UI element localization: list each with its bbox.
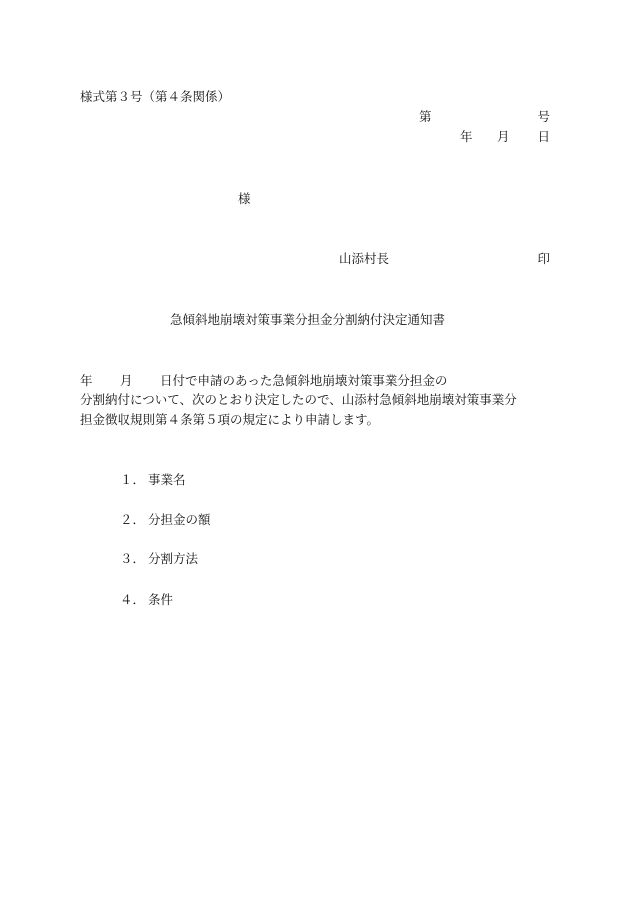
date-year-label: 年 <box>460 129 473 144</box>
number-suffix: 号 <box>537 109 550 124</box>
number-prefix: 第 <box>419 109 432 124</box>
document-title: 急傾斜地崩壊対策事業分担金分割納付決定通知書 <box>170 312 446 327</box>
list-item-number: ２． <box>120 512 146 527</box>
list-item-project-name <box>120 474 186 487</box>
date-day-label: 日 <box>537 129 550 144</box>
body-line-3: 担金徴収規則第４条第５項の規定により申請します。 <box>80 412 380 427</box>
list-item-label: 事業名 <box>148 472 186 487</box>
date-month-label: 月 <box>497 129 510 144</box>
seal-mark: 印 <box>537 251 550 266</box>
list-item-label: 分割方法 <box>148 551 199 566</box>
list-item-number: １． <box>120 472 146 487</box>
list-item-number: ４． <box>120 592 146 607</box>
issuer-title: 山添村長 <box>339 251 390 266</box>
list-item-installment-method <box>120 553 198 566</box>
list-item-charge-amount <box>120 514 211 527</box>
list-item-number: ３． <box>120 551 146 566</box>
list-item-conditions <box>120 594 173 607</box>
body-year-label: 年 <box>80 373 93 388</box>
body-month-label: 月 <box>120 373 133 388</box>
body-line-1-text: 日付で申請のあった急傾斜地崩壊対策事業分担金の <box>160 373 448 388</box>
form-number: 様式第３号（第４条関係） <box>80 89 231 104</box>
list-item-label: 条件 <box>148 592 174 607</box>
body-line-2: 分割納付について、次のとおり決定したので、山添村急傾斜地崩壊対策事業分 <box>80 392 517 407</box>
list-item-label: 分担金の額 <box>148 512 211 527</box>
recipient-honorific: 様 <box>238 191 251 206</box>
